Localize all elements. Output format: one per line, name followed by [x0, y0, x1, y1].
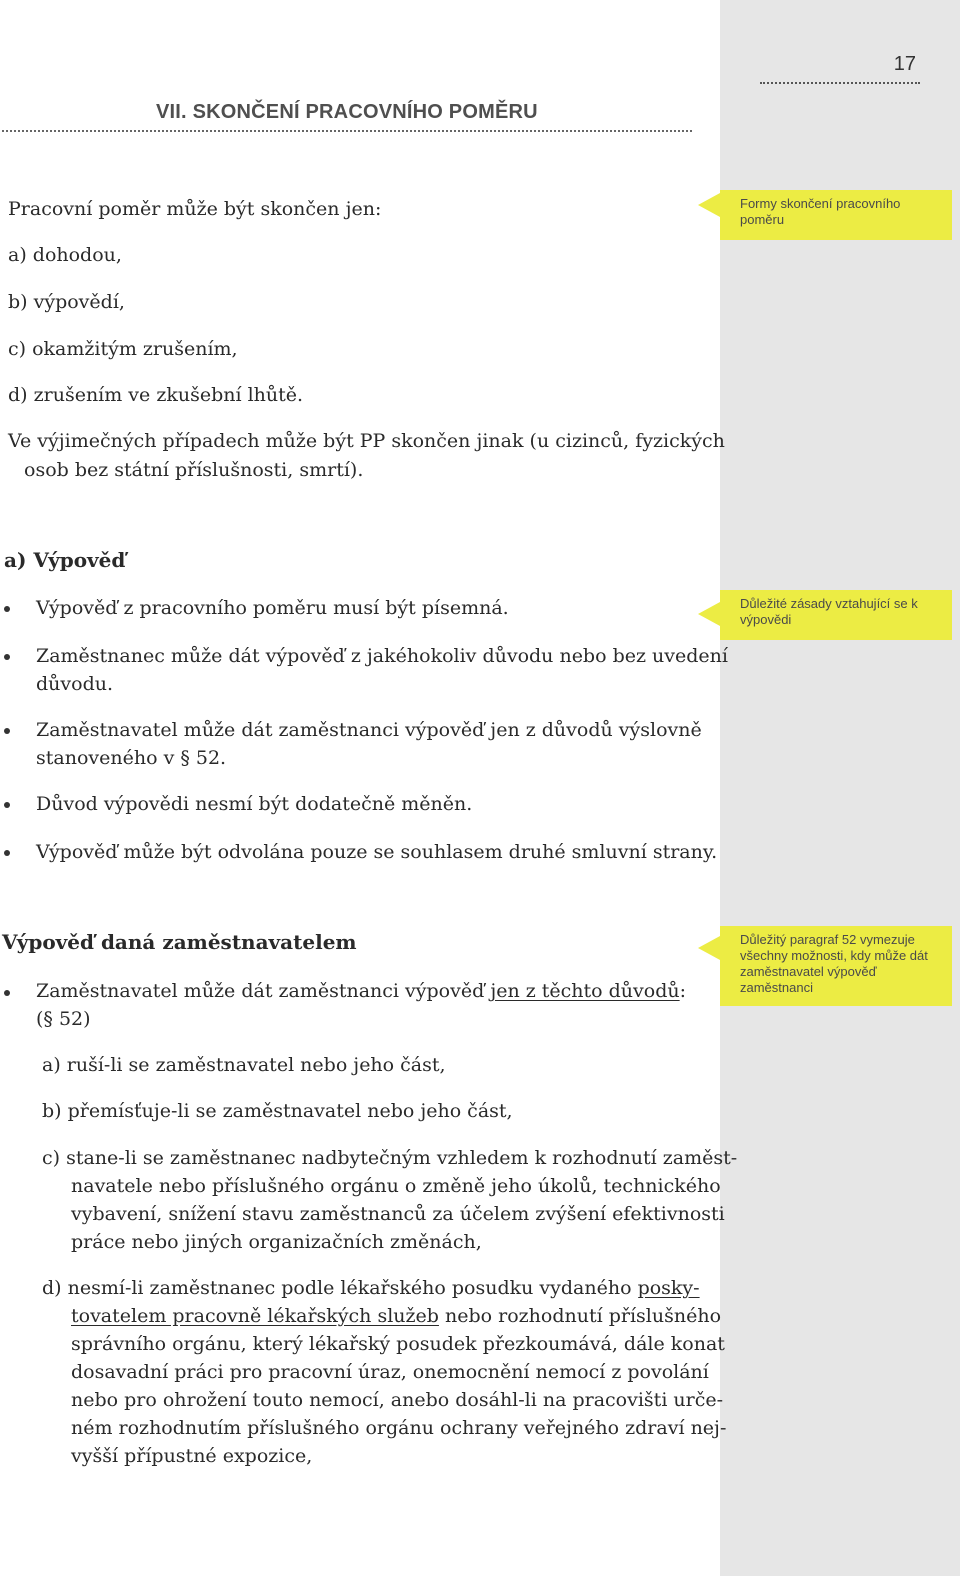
intro-exception-line2: osob bez státní příslušnosti, smrtí).	[24, 459, 364, 481]
section-a-bullet-1: Výpověď z pracovního poměru musí být písemná.	[36, 597, 509, 619]
reason-d-line1	[42, 1274, 700, 1302]
bullet-dot	[4, 606, 10, 612]
section-a-bullet-2-line2: důvodu.	[36, 673, 114, 695]
reason-d-line2-underlined: tovatelem pracovně lékařských služeb	[71, 1305, 439, 1327]
employer-section-heading: Výpověď daná zaměstnavatelem	[2, 930, 357, 954]
note-pointer	[698, 193, 720, 217]
reason-c-line2: navatele nebo příslušného orgánu o změně jeho úkolů, technického	[71, 1175, 721, 1197]
intro-item-b: b) výpovědí,	[8, 291, 125, 313]
bullet-dot	[4, 802, 10, 808]
reason-d-line2	[71, 1302, 721, 1330]
reason-d-line6: ném rozhodnutím příslušného orgánu ochrany veřejného zdraví nej-	[71, 1417, 727, 1439]
intro-lead: Pracovní poměr může být skončen jen:	[8, 198, 382, 220]
reason-d-line1-pre: d) nesmí-li zaměstnanec podle lékařského posudku vydaného	[42, 1277, 638, 1299]
intro-item-d: d) zrušením ve zkušební lhůtě.	[8, 384, 304, 406]
section-a-bullet-4: Důvod výpovědi nesmí být dodatečně měněn.	[36, 793, 473, 815]
section-a-bullet-3-line1: Zaměstnavatel může dát zaměstnanci výpověď jen z důvodů výslovně	[36, 719, 702, 741]
page-number: 17	[760, 53, 920, 84]
chapter-title: VII. SKONČENÍ PRACOVNÍHO POMĚRU	[156, 101, 538, 123]
reason-d-line5: nebo pro ohrožení touto nemocí, anebo dosáhl-li na pracovišti urče-	[71, 1389, 724, 1411]
margin-note-principles: Důležité zásady vztahující se k výpovědi	[720, 590, 952, 640]
reason-a: a) ruší-li se zaměstnavatel nebo jeho část,	[42, 1054, 446, 1076]
reason-d-line1-underlined: posky-	[637, 1277, 700, 1299]
reason-b: b) přemísťuje-li se zaměstnavatel nebo jeho část,	[42, 1100, 513, 1122]
section-a-bullet-5: Výpověď může být odvolána pouze se souhlasem druhé smluvní strany.	[36, 841, 718, 863]
bullet-dot	[4, 990, 10, 996]
employer-bullet-pre: Zaměstnavatel může dát zaměstnanci výpověď	[36, 980, 491, 1002]
bullet-dot	[4, 654, 10, 660]
intro-item-c: c) okamžitým zrušením,	[8, 338, 238, 360]
reason-d-line3: správního orgánu, který lékařský posudek přezkoumává, dále konat	[71, 1333, 725, 1355]
note-pointer	[698, 602, 720, 626]
reason-c-line1: c) stane-li se zaměstnanec nadbytečným vzhledem k rozhodnutí zaměst-	[42, 1147, 738, 1169]
section-a-bullet-2-line1: Zaměstnanec může dát výpověď z jakéhokoliv důvodu nebo bez uvedení	[36, 645, 728, 667]
bullet-dot	[4, 850, 10, 856]
employer-bullet-post: :	[679, 980, 687, 1002]
reason-c-line4: práce nebo jiných organizačních změnách,	[71, 1231, 482, 1253]
note-pointer	[698, 936, 720, 960]
employer-bullet-line1	[36, 977, 686, 1005]
reason-d-line2-post: nebo rozhodnutí příslušného	[438, 1305, 722, 1327]
intro-exception-line1: Ve výjimečných případech může být PP skončen jinak (u cizinců, fyzických	[8, 430, 725, 452]
section-a-bullet-3-line2: stanoveného v § 52.	[36, 747, 227, 769]
intro-item-a: a) dohodou,	[8, 244, 122, 266]
chapter-divider	[2, 130, 692, 132]
reason-c-line3: vybavení, snížení stavu zaměstnanců za účelem zvýšení efektivnosti	[71, 1203, 725, 1225]
employer-bullet-line2: (§ 52)	[36, 1008, 91, 1030]
margin-note-paragraph52: Důležitý paragraf 52 vymezuje všechny možnosti, kdy může dát zaměstnavatel výpověď zaměstnanci	[720, 926, 952, 1006]
bullet-dot	[4, 728, 10, 734]
reason-d-line7: vyšší přípustné expozice,	[71, 1445, 313, 1467]
reason-d-line4: dosavadní práci pro pracovní úraz, onemocnění nemocí z povolání	[71, 1361, 709, 1383]
employer-bullet-underlined: jen z těchto důvodů	[490, 980, 680, 1002]
margin-note-forms: Formy skončení pracovního poměru	[720, 190, 952, 240]
section-a-heading: a) Výpověď	[4, 548, 126, 572]
